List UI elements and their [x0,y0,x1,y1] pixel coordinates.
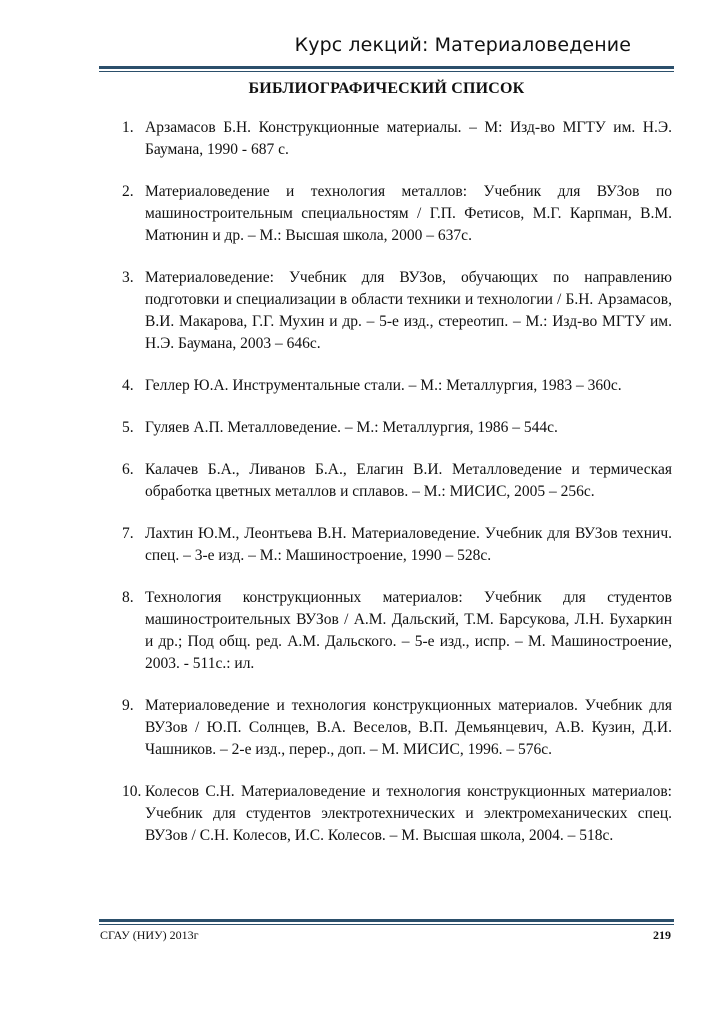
bibliography-item [122,459,672,503]
bibliography-item-text: Технология конструкционных материалов: Учебник для студентов машиностроительных ВУЗов / А.М. Дальский, Т.М. Барсукова, Л.Н. Бухаркин и др.; Под общ. ред. А.М. Дальского. – 5-е изд., испр. – М. Машиностроение, 2003. - 511с.: ил. [145,589,672,672]
bibliography-item [122,417,672,439]
bibliography-item [122,267,672,355]
header-rule-thin [99,71,674,72]
bibliography-item-text: Калачев Б.А., Ливанов Б.А., Елагин В.И. Металловедение и термическая обработка цветных металлов и сплавов. – М.: МИСИС, 2005 – 256с. [145,461,672,500]
header-rule-thick [99,66,674,69]
bibliography-item-number: 6. [122,461,134,478]
running-header-title: Курс лекций: Материаловедение [294,34,631,56]
footer-rule-thin [99,924,674,925]
bibliography-item-number: 2. [122,183,134,200]
footer-rule-thick [99,919,674,922]
bibliography-item [122,375,672,397]
bibliography-item [122,117,672,161]
bibliography-item-number: 5. [122,419,134,436]
bibliography-item-text: Материаловедение: Учебник для ВУЗов, обучающих по направлению подготовки и специализации в области техники и технологии / Б.Н. Арзамасов, В.И. Макарова, Г.Г. Мухин и др. – 5-е изд., стереотип. – М.: Изд-во МГТУ им. Н.Э. Баумана, 2003 – 646с. [145,269,672,352]
bibliography-item-number: 10. [122,783,142,800]
bibliography-item-number: 4. [122,377,134,394]
bibliography-item [122,523,672,567]
bibliography-item-text: Гуляев А.П. Металловедение. – М.: Металлургия, 1986 – 544с. [145,419,558,436]
bibliography-item [122,587,672,675]
section-heading: БИБЛИОГРАФИЧЕСКИЙ СПИСОК [248,80,525,97]
bibliography-item-text: Лахтин Ю.М., Леонтьева В.Н. Материаловедение. Учебник для ВУЗов технич. спец. – 3-е изд. – М.: Машиностроение, 1990 – 528с. [145,525,672,564]
bibliography-item-text: Геллер Ю.А. Инструментальные стали. – М.: Металлургия, 1983 – 360с. [145,377,622,394]
bibliography-item [122,781,672,847]
bibliography-item [122,695,672,761]
bibliography-item [122,181,672,247]
bibliography-item-number: 1. [122,119,134,136]
bibliography-item-text: Арзамасов Б.Н. Конструкционные материалы. – М: Изд-во МГТУ им. Н.Э. Баумана, 1990 - 687 с. [145,119,672,158]
bibliography-item-number: 3. [122,269,134,286]
page-number: 219 [653,928,671,942]
bibliography-item-number: 9. [122,697,134,714]
bibliography-item-text: Материаловедение и технология металлов: Учебник для ВУЗов по машиностроительным специальностям / Г.П. Фетисов, М.Г. Карпман, В.М. Матюнин и др. – М.: Высшая школа, 2000 – 637с. [145,183,672,244]
bibliography-list [122,117,672,867]
bibliography-item-text: Колесов С.Н. Материаловедение и технология конструкционных материалов: Учебник для студентов электротехнических и электромеханических спец. ВУЗов / С.Н. Колесов, И.С. Колесов. – М. Высшая школа, 2004. – 518с. [145,783,672,844]
footer-institution: СГАУ (НИУ) 2013г [100,928,199,942]
bibliography-item-number: 8. [122,589,134,606]
bibliography-item-text: Материаловедение и технология конструкционных материалов. Учебник для ВУЗов / Ю.П. Солнцев, В.А. Веселов, В.П. Демьянцевич, А.В. Кузин, Д.И. Чашников. – 2-е изд., перер., доп. – М. МИСИС, 1996. – 576с. [145,697,672,758]
bibliography-item-number: 7. [122,525,134,542]
